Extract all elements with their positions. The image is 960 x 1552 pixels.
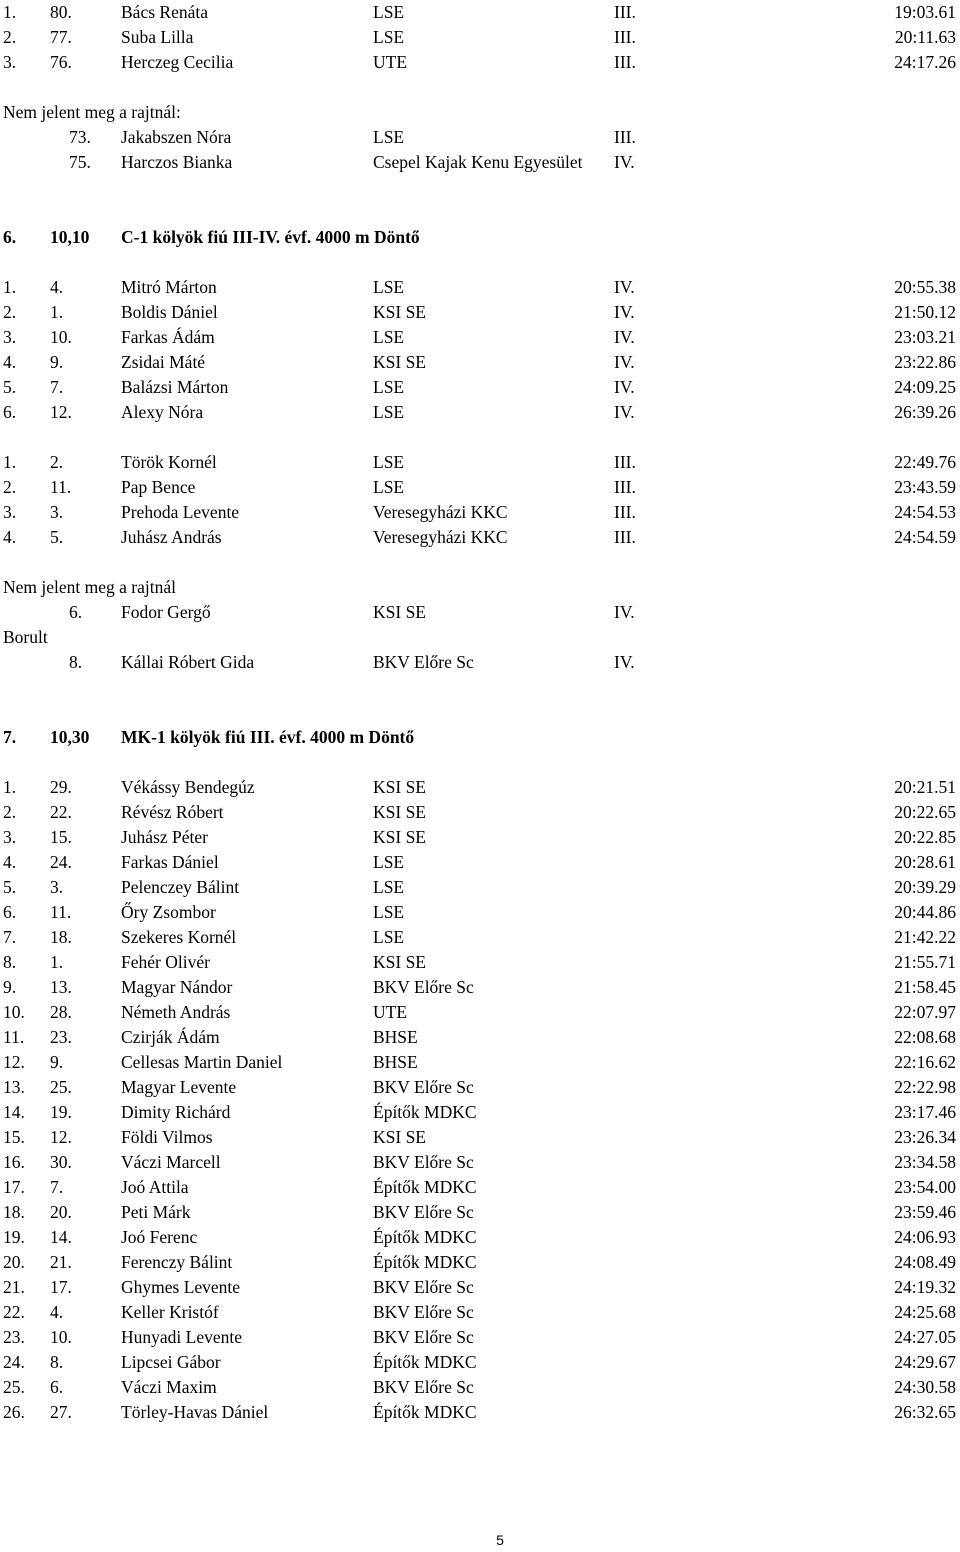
athlete-name: Fodor Gergő	[121, 602, 211, 622]
athlete-name: Ferenczy Bálint	[121, 1252, 233, 1272]
bib-cell: 18.	[50, 927, 72, 947]
time-cell: 22:08.68	[894, 1027, 956, 1047]
athlete-name: Zsidai Máté	[121, 352, 206, 372]
capsized-row	[0, 650, 960, 675]
dns-row	[0, 125, 960, 150]
club-cell: LSE	[373, 852, 405, 872]
rank-cell: 3.	[3, 502, 17, 522]
time-cell: 24:19.32	[894, 1277, 956, 1297]
rank-cell: 1.	[3, 2, 17, 22]
athlete-name: Váczi Marcell	[121, 1152, 221, 1172]
rank-cell: 4.	[3, 852, 17, 872]
time-cell: 21:55.71	[894, 952, 956, 972]
result-row	[0, 1375, 960, 1400]
club-cell: UTE	[373, 52, 408, 72]
time-cell: 20:39.29	[894, 877, 956, 897]
rank-cell: 16.	[3, 1152, 25, 1172]
page-number: 5	[496, 1532, 504, 1548]
club-cell: LSE	[373, 327, 405, 347]
rank-cell: 22.	[3, 1302, 25, 1322]
athlete-name: Török Kornél	[121, 452, 217, 472]
time-cell: 24:06.93	[894, 1227, 956, 1247]
time-cell: 24:29.67	[894, 1352, 956, 1372]
result-row	[0, 1150, 960, 1175]
rank-cell: 6.	[3, 402, 17, 422]
rank-cell: 25.	[3, 1377, 25, 1397]
time-cell: 23:22.86	[894, 352, 956, 372]
result-row	[0, 925, 960, 950]
rank-cell: 14.	[3, 1102, 25, 1122]
athlete-name: Kállai Róbert Gida	[121, 652, 255, 672]
result-row	[0, 1250, 960, 1275]
class-cell: IV.	[614, 302, 635, 322]
club-cell: LSE	[373, 27, 405, 47]
club-cell: KSI SE	[373, 352, 426, 372]
rank-cell: 11.	[3, 1027, 25, 1047]
event-time: 10,30	[50, 727, 90, 747]
result-row	[0, 1325, 960, 1350]
bib-cell: 3.	[50, 877, 64, 897]
bib-cell: 3.	[50, 502, 64, 522]
bib-cell: 14.	[50, 1227, 72, 1247]
result-row	[0, 525, 960, 550]
athlete-name: Lipcsei Gábor	[121, 1352, 221, 1372]
rank-cell: 1.	[3, 452, 17, 472]
time-cell: 21:42.22	[894, 927, 956, 947]
athlete-name: Czirják Ádám	[121, 1027, 220, 1047]
bib-cell: 23.	[50, 1027, 72, 1047]
rank-cell: 3.	[3, 327, 17, 347]
class-cell: IV.	[614, 402, 635, 422]
rank-cell: 2.	[3, 477, 17, 497]
club-cell: BKV Előre Sc	[373, 977, 474, 997]
class-cell: III.	[614, 477, 636, 497]
result-row	[0, 1050, 960, 1075]
rank-cell: 2.	[3, 27, 17, 47]
time-cell: 22:49.76	[894, 452, 956, 472]
result-row	[0, 400, 960, 425]
rank-cell: 1.	[3, 777, 17, 797]
result-row	[0, 325, 960, 350]
bib-cell: 10.	[50, 327, 72, 347]
rank-cell: 21.	[3, 1277, 25, 1297]
club-cell: BKV Előre Sc	[373, 1152, 474, 1172]
club-cell: KSI SE	[373, 602, 426, 622]
club-cell: LSE	[373, 377, 405, 397]
time-cell: 26:32.65	[894, 1402, 956, 1422]
time-cell: 26:39.26	[894, 402, 956, 422]
club-cell: Veresegyházi KKC	[373, 527, 508, 547]
athlete-name: Farkas Ádám	[121, 327, 215, 347]
time-cell: 23:26.34	[894, 1127, 956, 1147]
club-cell: LSE	[373, 902, 405, 922]
rank-cell: 4.	[3, 527, 17, 547]
club-cell: LSE	[373, 927, 405, 947]
time-cell: 20:21.51	[894, 777, 956, 797]
section-label: Nem jelent meg a rajtnál:	[3, 102, 181, 122]
rank-cell: 18.	[3, 1202, 25, 1222]
club-cell: Építők MDKC	[373, 1402, 477, 1422]
club-cell: KSI SE	[373, 827, 426, 847]
bib-cell: 73.	[69, 127, 91, 147]
rank-cell: 2.	[3, 802, 17, 822]
club-cell: BKV Előre Sc	[373, 1277, 474, 1297]
athlete-name: Alexy Nóra	[121, 402, 204, 422]
result-row	[0, 1075, 960, 1100]
club-cell: Építők MDKC	[373, 1227, 477, 1247]
athlete-name: Mitró Márton	[121, 277, 217, 297]
time-cell: 22:16.62	[894, 1052, 956, 1072]
result-row	[0, 1175, 960, 1200]
athlete-name: Prehoda Levente	[121, 502, 240, 522]
result-row	[0, 1275, 960, 1300]
athlete-name: Joó Ferenc	[121, 1227, 198, 1247]
bib-cell: 8.	[69, 652, 83, 672]
bib-cell: 9.	[50, 1052, 64, 1072]
athlete-name: Boldis Dániel	[121, 302, 218, 322]
club-cell: BHSE	[373, 1027, 418, 1047]
section-label: Nem jelent meg a rajtnál	[3, 577, 176, 597]
rank-cell: 1.	[3, 277, 17, 297]
result-row	[0, 50, 960, 75]
athlete-name: Jakabszen Nóra	[121, 127, 232, 147]
class-cell: III.	[614, 27, 636, 47]
rank-cell: 10.	[3, 1002, 25, 1022]
class-cell: IV.	[614, 152, 635, 172]
bib-cell: 75.	[69, 152, 91, 172]
event-header	[0, 225, 960, 250]
rank-cell: 20.	[3, 1252, 25, 1272]
rank-cell: 9.	[3, 977, 17, 997]
athlete-name: Keller Kristóf	[121, 1302, 219, 1322]
athlete-name: Magyar Levente	[121, 1077, 237, 1097]
bib-cell: 22.	[50, 802, 72, 822]
bib-cell: 21.	[50, 1252, 72, 1272]
time-cell: 20:28.61	[894, 852, 956, 872]
bib-cell: 4.	[50, 277, 64, 297]
club-cell: Építők MDKC	[373, 1252, 477, 1272]
time-cell: 24:09.25	[894, 377, 956, 397]
result-row	[0, 375, 960, 400]
result-row	[0, 275, 960, 300]
athlete-name: Suba Lilla	[121, 27, 194, 47]
club-cell: KSI SE	[373, 802, 426, 822]
athlete-name: Joó Attila	[121, 1177, 189, 1197]
result-row	[0, 1400, 960, 1425]
club-cell: LSE	[373, 452, 405, 472]
bib-cell: 29.	[50, 777, 72, 797]
athlete-name: Váczi Maxim	[121, 1377, 217, 1397]
rank-cell: 24.	[3, 1352, 25, 1372]
club-cell: Csepel Kajak Kenu Egyesület	[373, 152, 583, 172]
rank-cell: 7.	[3, 927, 17, 947]
time-cell: 20:44.86	[894, 902, 956, 922]
bib-cell: 27.	[50, 1402, 72, 1422]
club-cell: Veresegyházi KKC	[373, 502, 508, 522]
club-cell: Építők MDKC	[373, 1177, 477, 1197]
athlete-name: Pap Bence	[121, 477, 196, 497]
time-cell: 22:07.97	[894, 1002, 956, 1022]
club-cell: LSE	[373, 127, 405, 147]
club-cell: Építők MDKC	[373, 1102, 477, 1122]
result-row	[0, 1200, 960, 1225]
athlete-name: Harczos Bianka	[121, 152, 233, 172]
athlete-name: Cellesas Martin Daniel	[121, 1052, 283, 1072]
event-title: C-1 kölyök fiú III-IV. évf. 4000 m Döntő	[121, 227, 420, 247]
dns-row	[0, 150, 960, 175]
time-cell: 23:34.58	[894, 1152, 956, 1172]
athlete-name: Herczeg Cecilia	[121, 52, 234, 72]
result-row	[0, 500, 960, 525]
result-row	[0, 850, 960, 875]
bib-cell: 80.	[50, 2, 72, 22]
time-cell: 24:08.49	[894, 1252, 956, 1272]
bib-cell: 11.	[50, 477, 72, 497]
athlete-name: Juhász Péter	[121, 827, 208, 847]
club-cell: LSE	[373, 277, 405, 297]
time-cell: 20:22.85	[894, 827, 956, 847]
club-cell: BKV Előre Sc	[373, 652, 474, 672]
result-row	[0, 900, 960, 925]
club-cell: LSE	[373, 2, 405, 22]
bib-cell: 77.	[50, 27, 72, 47]
result-row	[0, 350, 960, 375]
club-cell: KSI SE	[373, 1127, 426, 1147]
bib-cell: 4.	[50, 1302, 64, 1322]
class-cell: IV.	[614, 377, 635, 397]
rank-cell: 5.	[3, 377, 17, 397]
result-row	[0, 825, 960, 850]
rank-cell: 5.	[3, 877, 17, 897]
bib-cell: 6.	[69, 602, 83, 622]
class-cell: IV.	[614, 602, 635, 622]
result-row	[0, 1350, 960, 1375]
event-number: 6.	[3, 227, 17, 247]
club-cell: BKV Előre Sc	[373, 1327, 474, 1347]
bib-cell: 76.	[50, 52, 72, 72]
rank-cell: 26.	[3, 1402, 25, 1422]
athlete-name: Balázsi Márton	[121, 377, 229, 397]
result-row	[0, 475, 960, 500]
class-cell: IV.	[614, 352, 635, 372]
time-cell: 24:30.58	[894, 1377, 956, 1397]
bib-cell: 6.	[50, 1377, 64, 1397]
rank-cell: 3.	[3, 827, 17, 847]
rank-cell: 8.	[3, 952, 17, 972]
bib-cell: 28.	[50, 1002, 72, 1022]
event-title: MK-1 kölyök fiú III. évf. 4000 m Döntő	[121, 727, 415, 747]
rank-cell: 23.	[3, 1327, 25, 1347]
result-row	[0, 775, 960, 800]
athlete-name: Fehér Olivér	[121, 952, 210, 972]
club-cell: UTE	[373, 1002, 408, 1022]
class-cell: III.	[614, 127, 636, 147]
class-cell: III.	[614, 452, 636, 472]
club-cell: BKV Előre Sc	[373, 1302, 474, 1322]
bib-cell: 11.	[50, 902, 72, 922]
bib-cell: 17.	[50, 1277, 72, 1297]
result-row	[0, 1225, 960, 1250]
result-row	[0, 25, 960, 50]
class-cell: IV.	[614, 652, 635, 672]
time-cell: 23:43.59	[894, 477, 956, 497]
rank-cell: 13.	[3, 1077, 25, 1097]
bib-cell: 1.	[50, 952, 64, 972]
time-cell: 24:27.05	[894, 1327, 956, 1347]
bib-cell: 2.	[50, 452, 64, 472]
result-row	[0, 0, 960, 25]
rank-cell: 2.	[3, 302, 17, 322]
bib-cell: 9.	[50, 352, 64, 372]
club-cell: BKV Előre Sc	[373, 1377, 474, 1397]
rank-cell: 12.	[3, 1052, 25, 1072]
class-cell: IV.	[614, 327, 635, 347]
club-cell: LSE	[373, 877, 405, 897]
time-cell: 24:25.68	[894, 1302, 956, 1322]
capsized-label	[0, 625, 960, 650]
event-header	[0, 725, 960, 750]
athlete-name: Farkas Dániel	[121, 852, 219, 872]
result-row	[0, 300, 960, 325]
athlete-name: Magyar Nándor	[121, 977, 233, 997]
club-cell: Építők MDKC	[373, 1352, 477, 1372]
dns-row	[0, 600, 960, 625]
time-cell: 23:03.21	[894, 327, 956, 347]
athlete-name: Bács Renáta	[121, 2, 208, 22]
result-row	[0, 1000, 960, 1025]
result-row	[0, 1025, 960, 1050]
athlete-name: Vékássy Bendegúz	[121, 777, 255, 797]
bib-cell: 7.	[50, 1177, 64, 1197]
time-cell: 22:22.98	[894, 1077, 956, 1097]
athlete-name: Dimity Richárd	[121, 1102, 231, 1122]
club-cell: KSI SE	[373, 777, 426, 797]
rank-cell: 3.	[3, 52, 17, 72]
bib-cell: 20.	[50, 1202, 72, 1222]
club-cell: LSE	[373, 402, 405, 422]
result-row	[0, 800, 960, 825]
bib-cell: 19.	[50, 1102, 72, 1122]
time-cell: 24:54.53	[894, 502, 956, 522]
rank-cell: 6.	[3, 902, 17, 922]
bib-cell: 24.	[50, 852, 72, 872]
class-cell: IV.	[614, 277, 635, 297]
athlete-name: Hunyadi Levente	[121, 1327, 242, 1347]
time-cell: 21:50.12	[894, 302, 956, 322]
rank-cell: 19.	[3, 1227, 25, 1247]
bib-cell: 1.	[50, 302, 64, 322]
club-cell: KSI SE	[373, 302, 426, 322]
time-cell: 23:59.46	[894, 1202, 956, 1222]
time-cell: 20:22.65	[894, 802, 956, 822]
dns-label	[0, 575, 960, 600]
class-cell: III.	[614, 2, 636, 22]
bib-cell: 12.	[50, 1127, 72, 1147]
result-row	[0, 450, 960, 475]
class-cell: III.	[614, 52, 636, 72]
athlete-name: Pelenczey Bálint	[121, 877, 240, 897]
bib-cell: 30.	[50, 1152, 72, 1172]
athlete-name: Németh András	[121, 1002, 231, 1022]
athlete-name: Őry Zsombor	[121, 902, 216, 922]
athlete-name: Ghymes Levente	[121, 1277, 241, 1297]
club-cell: BKV Előre Sc	[373, 1202, 474, 1222]
class-cell: III.	[614, 502, 636, 522]
bib-cell: 13.	[50, 977, 72, 997]
bib-cell: 7.	[50, 377, 64, 397]
result-row	[0, 875, 960, 900]
athlete-name: Szekeres Kornél	[121, 927, 237, 947]
time-cell: 23:17.46	[894, 1102, 956, 1122]
time-cell: 24:54.59	[894, 527, 956, 547]
bib-cell: 8.	[50, 1352, 64, 1372]
time-cell: 23:54.00	[894, 1177, 956, 1197]
bib-cell: 10.	[50, 1327, 72, 1347]
time-cell: 20:55.38	[894, 277, 956, 297]
time-cell: 24:17.26	[894, 52, 956, 72]
time-cell: 20:11.63	[894, 27, 956, 47]
athlete-name: Juhász András	[121, 527, 222, 547]
rank-cell: 4.	[3, 352, 17, 372]
athlete-name: Törley-Havas Dániel	[121, 1402, 269, 1422]
bib-cell: 15.	[50, 827, 72, 847]
result-row	[0, 975, 960, 1000]
athlete-name: Révész Róbert	[121, 802, 224, 822]
club-cell: LSE	[373, 477, 405, 497]
rank-cell: 17.	[3, 1177, 25, 1197]
club-cell: KSI SE	[373, 952, 426, 972]
class-cell: III.	[614, 527, 636, 547]
section-label: Borult	[3, 627, 48, 647]
time-cell: 19:03.61	[894, 2, 956, 22]
time-cell: 21:58.45	[894, 977, 956, 997]
bib-cell: 12.	[50, 402, 72, 422]
bib-cell: 5.	[50, 527, 64, 547]
club-cell: BKV Előre Sc	[373, 1077, 474, 1097]
rank-cell: 15.	[3, 1127, 25, 1147]
bib-cell: 25.	[50, 1077, 72, 1097]
dns-label	[0, 100, 960, 125]
event-time: 10,10	[50, 227, 90, 247]
result-row	[0, 1125, 960, 1150]
event-number: 7.	[3, 727, 17, 747]
athlete-name: Peti Márk	[121, 1202, 191, 1222]
club-cell: BHSE	[373, 1052, 418, 1072]
result-row	[0, 1100, 960, 1125]
result-row	[0, 1300, 960, 1325]
athlete-name: Földi Vilmos	[121, 1127, 213, 1147]
result-row	[0, 950, 960, 975]
